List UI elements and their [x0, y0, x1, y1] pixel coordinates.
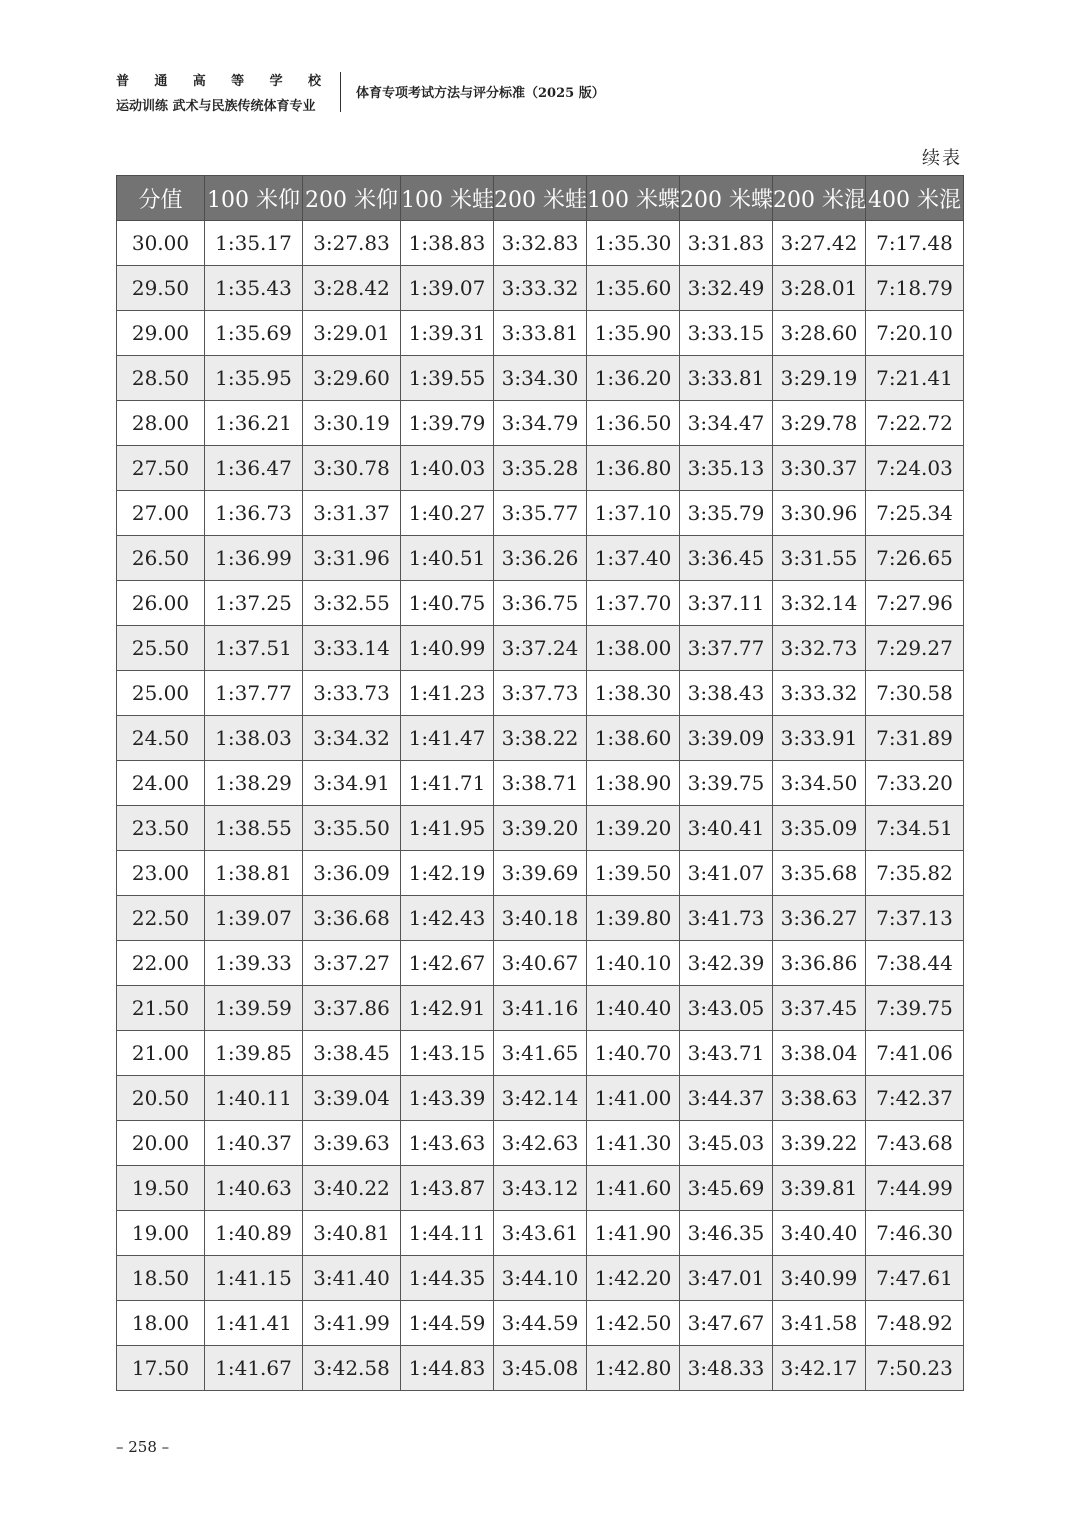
table-row [117, 671, 964, 716]
time-cell: 3:33.14 [303, 626, 401, 671]
column-header: 200 米蝶 [680, 176, 773, 221]
time-cell: 1:39.07 [401, 266, 494, 311]
time-cell: 7:39.75 [866, 986, 964, 1031]
time-cell: 1:37.25 [205, 581, 303, 626]
time-cell: 3:34.91 [303, 761, 401, 806]
time-cell: 3:33.81 [494, 311, 587, 356]
table-row [117, 716, 964, 761]
time-cell: 7:20.10 [866, 311, 964, 356]
score-cell: 22.50 [117, 896, 205, 941]
time-cell: 1:38.90 [587, 761, 680, 806]
table-row [117, 1031, 964, 1076]
time-cell: 3:33.32 [773, 671, 866, 716]
time-cell: 7:29.27 [866, 626, 964, 671]
time-cell: 1:41.67 [205, 1346, 303, 1391]
time-cell: 1:39.33 [205, 941, 303, 986]
time-cell: 3:35.28 [494, 446, 587, 491]
time-cell: 1:41.41 [205, 1301, 303, 1346]
time-cell: 3:35.50 [303, 806, 401, 851]
time-cell: 3:31.83 [680, 221, 773, 266]
time-cell: 3:35.09 [773, 806, 866, 851]
time-cell: 1:42.67 [401, 941, 494, 986]
time-cell: 3:45.03 [680, 1121, 773, 1166]
time-cell: 1:37.70 [587, 581, 680, 626]
time-cell: 3:28.60 [773, 311, 866, 356]
time-cell: 1:41.15 [205, 1256, 303, 1301]
time-cell: 3:41.73 [680, 896, 773, 941]
time-cell: 1:39.50 [587, 851, 680, 896]
time-cell: 7:31.89 [866, 716, 964, 761]
time-cell: 1:35.69 [205, 311, 303, 356]
table-row [117, 806, 964, 851]
time-cell: 1:35.95 [205, 356, 303, 401]
header-title-char: 普 [116, 74, 130, 89]
time-cell: 3:29.19 [773, 356, 866, 401]
time-cell: 1:37.40 [587, 536, 680, 581]
time-cell: 1:38.29 [205, 761, 303, 806]
table-row [117, 1076, 964, 1121]
score-cell: 28.00 [117, 401, 205, 446]
time-cell: 3:32.73 [773, 626, 866, 671]
time-cell: 3:43.71 [680, 1031, 773, 1076]
time-cell: 3:30.19 [303, 401, 401, 446]
table-header-row [117, 176, 964, 221]
time-cell: 7:43.68 [866, 1121, 964, 1166]
time-cell: 3:30.96 [773, 491, 866, 536]
time-cell: 1:41.30 [587, 1121, 680, 1166]
table-row [117, 896, 964, 941]
time-cell: 1:39.79 [401, 401, 494, 446]
time-cell: 1:39.20 [587, 806, 680, 851]
time-cell: 1:40.37 [205, 1121, 303, 1166]
time-cell: 1:35.43 [205, 266, 303, 311]
table-row [117, 986, 964, 1031]
time-cell: 3:33.15 [680, 311, 773, 356]
time-cell: 7:30.58 [866, 671, 964, 716]
time-cell: 1:40.40 [587, 986, 680, 1031]
time-cell: 1:39.55 [401, 356, 494, 401]
time-cell: 3:42.17 [773, 1346, 866, 1391]
time-cell: 3:40.22 [303, 1166, 401, 1211]
time-cell: 3:45.69 [680, 1166, 773, 1211]
time-cell: 3:41.16 [494, 986, 587, 1031]
time-cell: 3:41.99 [303, 1301, 401, 1346]
time-cell: 7:25.34 [866, 491, 964, 536]
time-cell: 1:41.60 [587, 1166, 680, 1211]
time-cell: 1:39.07 [205, 896, 303, 941]
time-cell: 3:45.08 [494, 1346, 587, 1391]
score-cell: 26.00 [117, 581, 205, 626]
time-cell: 3:37.24 [494, 626, 587, 671]
time-cell: 3:38.71 [494, 761, 587, 806]
time-cell: 3:31.55 [773, 536, 866, 581]
score-cell: 22.00 [117, 941, 205, 986]
score-cell: 18.50 [117, 1256, 205, 1301]
time-cell: 7:44.99 [866, 1166, 964, 1211]
table-row [117, 626, 964, 671]
time-cell: 3:34.79 [494, 401, 587, 446]
time-cell: 3:43.05 [680, 986, 773, 1031]
time-cell: 3:29.78 [773, 401, 866, 446]
time-cell: 3:41.40 [303, 1256, 401, 1301]
time-cell: 3:41.58 [773, 1301, 866, 1346]
time-cell: 7:47.61 [866, 1256, 964, 1301]
time-cell: 1:44.59 [401, 1301, 494, 1346]
table-row [117, 446, 964, 491]
time-cell: 1:38.00 [587, 626, 680, 671]
time-cell: 3:42.58 [303, 1346, 401, 1391]
column-header: 400 米混 [866, 176, 964, 221]
time-cell: 1:40.99 [401, 626, 494, 671]
time-cell: 1:39.80 [587, 896, 680, 941]
table-row [117, 356, 964, 401]
time-cell: 1:36.20 [587, 356, 680, 401]
time-cell: 7:18.79 [866, 266, 964, 311]
time-cell: 1:41.90 [587, 1211, 680, 1256]
time-cell: 7:27.96 [866, 581, 964, 626]
time-cell: 3:35.77 [494, 491, 587, 536]
header-school-title [116, 70, 321, 89]
score-cell: 26.50 [117, 536, 205, 581]
time-cell: 1:36.99 [205, 536, 303, 581]
time-cell: 3:36.75 [494, 581, 587, 626]
table-row [117, 1121, 964, 1166]
time-cell: 3:33.91 [773, 716, 866, 761]
time-cell: 3:37.11 [680, 581, 773, 626]
time-cell: 3:38.45 [303, 1031, 401, 1076]
time-cell: 3:38.22 [494, 716, 587, 761]
score-cell: 23.00 [117, 851, 205, 896]
header-title-char: 高 [192, 74, 206, 89]
time-cell: 7:17.48 [866, 221, 964, 266]
time-cell: 7:26.65 [866, 536, 964, 581]
time-cell: 3:39.63 [303, 1121, 401, 1166]
time-cell: 1:41.00 [587, 1076, 680, 1121]
time-cell: 1:42.19 [401, 851, 494, 896]
time-cell: 3:37.45 [773, 986, 866, 1031]
time-cell: 3:27.42 [773, 221, 866, 266]
time-cell: 3:47.01 [680, 1256, 773, 1301]
score-cell: 20.00 [117, 1121, 205, 1166]
score-cell: 25.50 [117, 626, 205, 671]
time-cell: 3:29.60 [303, 356, 401, 401]
table-row [117, 491, 964, 536]
time-cell: 3:36.45 [680, 536, 773, 581]
time-cell: 1:40.27 [401, 491, 494, 536]
score-cell: 17.50 [117, 1346, 205, 1391]
time-cell: 1:37.10 [587, 491, 680, 536]
time-cell: 3:33.32 [494, 266, 587, 311]
time-cell: 1:40.75 [401, 581, 494, 626]
table-row [117, 941, 964, 986]
time-cell: 1:38.83 [401, 221, 494, 266]
time-cell: 3:34.32 [303, 716, 401, 761]
header-divider [340, 72, 341, 112]
header-title-char: 学 [269, 74, 283, 89]
score-cell: 25.00 [117, 671, 205, 716]
time-cell: 3:36.09 [303, 851, 401, 896]
time-cell: 3:36.86 [773, 941, 866, 986]
time-cell: 1:38.55 [205, 806, 303, 851]
time-cell: 3:39.20 [494, 806, 587, 851]
time-cell: 3:42.14 [494, 1076, 587, 1121]
header-left [116, 70, 326, 114]
time-cell: 7:35.82 [866, 851, 964, 896]
score-cell: 29.50 [117, 266, 205, 311]
time-cell: 3:35.13 [680, 446, 773, 491]
time-cell: 3:40.41 [680, 806, 773, 851]
time-cell: 3:41.65 [494, 1031, 587, 1076]
score-cell: 19.00 [117, 1211, 205, 1256]
time-cell: 1:43.63 [401, 1121, 494, 1166]
column-header: 100 米蝶 [587, 176, 680, 221]
time-cell: 3:32.14 [773, 581, 866, 626]
time-cell: 1:36.21 [205, 401, 303, 446]
score-cell: 24.00 [117, 761, 205, 806]
time-cell: 3:40.99 [773, 1256, 866, 1301]
time-cell: 1:36.73 [205, 491, 303, 536]
time-cell: 1:40.11 [205, 1076, 303, 1121]
time-cell: 3:44.37 [680, 1076, 773, 1121]
column-header: 200 米混 [773, 176, 866, 221]
time-cell: 7:42.37 [866, 1076, 964, 1121]
time-cell: 3:34.47 [680, 401, 773, 446]
time-cell: 1:41.47 [401, 716, 494, 761]
table-row [117, 581, 964, 626]
time-cell: 3:32.55 [303, 581, 401, 626]
score-cell: 27.00 [117, 491, 205, 536]
time-cell: 1:43.39 [401, 1076, 494, 1121]
time-cell: 7:50.23 [866, 1346, 964, 1391]
time-cell: 1:41.95 [401, 806, 494, 851]
time-cell: 1:43.15 [401, 1031, 494, 1076]
time-cell: 3:39.81 [773, 1166, 866, 1211]
header-title-char: 通 [154, 74, 168, 89]
time-cell: 1:40.03 [401, 446, 494, 491]
time-cell: 3:37.73 [494, 671, 587, 716]
table-row [117, 266, 964, 311]
time-cell: 3:38.04 [773, 1031, 866, 1076]
score-cell: 23.50 [117, 806, 205, 851]
time-cell: 7:33.20 [866, 761, 964, 806]
time-cell: 1:36.50 [587, 401, 680, 446]
time-cell: 3:34.30 [494, 356, 587, 401]
time-cell: 3:33.81 [680, 356, 773, 401]
time-cell: 1:35.17 [205, 221, 303, 266]
time-cell: 7:38.44 [866, 941, 964, 986]
time-cell: 1:44.83 [401, 1346, 494, 1391]
time-cell: 3:31.96 [303, 536, 401, 581]
time-cell: 3:44.10 [494, 1256, 587, 1301]
time-cell: 1:37.77 [205, 671, 303, 716]
time-cell: 3:36.27 [773, 896, 866, 941]
score-cell: 30.00 [117, 221, 205, 266]
time-cell: 3:33.73 [303, 671, 401, 716]
score-cell: 19.50 [117, 1166, 205, 1211]
time-cell: 7:46.30 [866, 1211, 964, 1256]
time-cell: 3:44.59 [494, 1301, 587, 1346]
time-cell: 3:37.77 [680, 626, 773, 671]
time-cell: 1:35.90 [587, 311, 680, 356]
column-header: 200 米蛙 [494, 176, 587, 221]
time-cell: 1:41.23 [401, 671, 494, 716]
time-cell: 3:28.01 [773, 266, 866, 311]
time-cell: 3:37.27 [303, 941, 401, 986]
score-cell: 27.50 [117, 446, 205, 491]
time-cell: 3:42.63 [494, 1121, 587, 1166]
table-body [117, 221, 964, 1391]
time-cell: 3:40.40 [773, 1211, 866, 1256]
column-header: 200 米仰 [303, 176, 401, 221]
time-cell: 3:43.61 [494, 1211, 587, 1256]
time-cell: 3:40.67 [494, 941, 587, 986]
table-row [117, 1166, 964, 1211]
score-cell: 29.00 [117, 311, 205, 356]
time-cell: 1:39.31 [401, 311, 494, 356]
time-cell: 3:46.35 [680, 1211, 773, 1256]
time-cell: 3:47.67 [680, 1301, 773, 1346]
time-cell: 3:30.78 [303, 446, 401, 491]
time-cell: 3:32.49 [680, 266, 773, 311]
time-cell: 7:48.92 [866, 1301, 964, 1346]
header-subtitle: 运动训练 武术与民族传统体育专业 [116, 99, 316, 114]
time-cell: 7:34.51 [866, 806, 964, 851]
time-cell: 7:21.41 [866, 356, 964, 401]
time-cell: 3:38.63 [773, 1076, 866, 1121]
time-cell: 1:36.47 [205, 446, 303, 491]
time-cell: 1:44.11 [401, 1211, 494, 1256]
time-cell: 3:28.42 [303, 266, 401, 311]
time-cell: 3:41.07 [680, 851, 773, 896]
time-cell: 3:29.01 [303, 311, 401, 356]
time-cell: 3:27.83 [303, 221, 401, 266]
time-cell: 1:42.43 [401, 896, 494, 941]
time-cell: 1:39.59 [205, 986, 303, 1031]
time-cell: 3:36.68 [303, 896, 401, 941]
table-row [117, 1301, 964, 1346]
time-cell: 3:39.69 [494, 851, 587, 896]
time-cell: 3:39.09 [680, 716, 773, 761]
time-cell: 1:42.20 [587, 1256, 680, 1301]
score-table [116, 175, 964, 1391]
time-cell: 7:41.06 [866, 1031, 964, 1076]
score-cell: 21.50 [117, 986, 205, 1031]
time-cell: 3:40.18 [494, 896, 587, 941]
time-cell: 1:39.85 [205, 1031, 303, 1076]
score-cell: 21.00 [117, 1031, 205, 1076]
time-cell: 1:40.70 [587, 1031, 680, 1076]
time-cell: 1:38.81 [205, 851, 303, 896]
table-row [117, 536, 964, 581]
time-cell: 7:24.03 [866, 446, 964, 491]
continuation-label: 续表 [922, 148, 962, 169]
time-cell: 3:34.50 [773, 761, 866, 806]
table-row [117, 1256, 964, 1301]
time-cell: 3:42.39 [680, 941, 773, 986]
time-cell: 3:40.81 [303, 1211, 401, 1256]
column-header: 100 米蛙 [401, 176, 494, 221]
time-cell: 1:44.35 [401, 1256, 494, 1301]
header-title-char: 校 [307, 74, 321, 89]
time-cell: 3:35.79 [680, 491, 773, 536]
time-cell: 3:38.43 [680, 671, 773, 716]
table-row [117, 1211, 964, 1256]
time-cell: 1:36.80 [587, 446, 680, 491]
time-cell: 3:37.86 [303, 986, 401, 1031]
time-cell: 1:41.71 [401, 761, 494, 806]
time-cell: 3:39.04 [303, 1076, 401, 1121]
header-title-char: 等 [231, 74, 245, 89]
time-cell: 7:37.13 [866, 896, 964, 941]
time-cell: 1:40.10 [587, 941, 680, 986]
score-cell: 24.50 [117, 716, 205, 761]
table-row [117, 401, 964, 446]
time-cell: 3:39.22 [773, 1121, 866, 1166]
time-cell: 1:40.51 [401, 536, 494, 581]
column-header: 100 米仰 [205, 176, 303, 221]
time-cell: 1:38.30 [587, 671, 680, 716]
time-cell: 1:35.30 [587, 221, 680, 266]
time-cell: 3:36.26 [494, 536, 587, 581]
column-header: 分值 [117, 176, 205, 221]
score-cell: 20.50 [117, 1076, 205, 1121]
table-row [117, 221, 964, 266]
table-row [117, 761, 964, 806]
score-cell: 28.50 [117, 356, 205, 401]
time-cell: 1:42.80 [587, 1346, 680, 1391]
score-cell: 18.00 [117, 1301, 205, 1346]
time-cell: 3:31.37 [303, 491, 401, 536]
time-cell: 1:43.87 [401, 1166, 494, 1211]
time-cell: 3:30.37 [773, 446, 866, 491]
time-cell: 3:35.68 [773, 851, 866, 896]
time-cell: 1:38.03 [205, 716, 303, 761]
table-row [117, 1346, 964, 1391]
time-cell: 3:43.12 [494, 1166, 587, 1211]
time-cell: 1:40.63 [205, 1166, 303, 1211]
table-row [117, 851, 964, 896]
time-cell: 3:32.83 [494, 221, 587, 266]
time-cell: 1:40.89 [205, 1211, 303, 1256]
time-cell: 1:42.91 [401, 986, 494, 1031]
time-cell: 3:39.75 [680, 761, 773, 806]
time-cell: 3:48.33 [680, 1346, 773, 1391]
table-row [117, 311, 964, 356]
time-cell: 1:37.51 [205, 626, 303, 671]
time-cell: 1:35.60 [587, 266, 680, 311]
time-cell: 1:42.50 [587, 1301, 680, 1346]
header-book-title: 体育专项考试方法与评分标准（2025 版） [356, 86, 605, 101]
time-cell: 1:38.60 [587, 716, 680, 761]
time-cell: 7:22.72 [866, 401, 964, 446]
page-number: – 258 – [116, 1438, 170, 1456]
